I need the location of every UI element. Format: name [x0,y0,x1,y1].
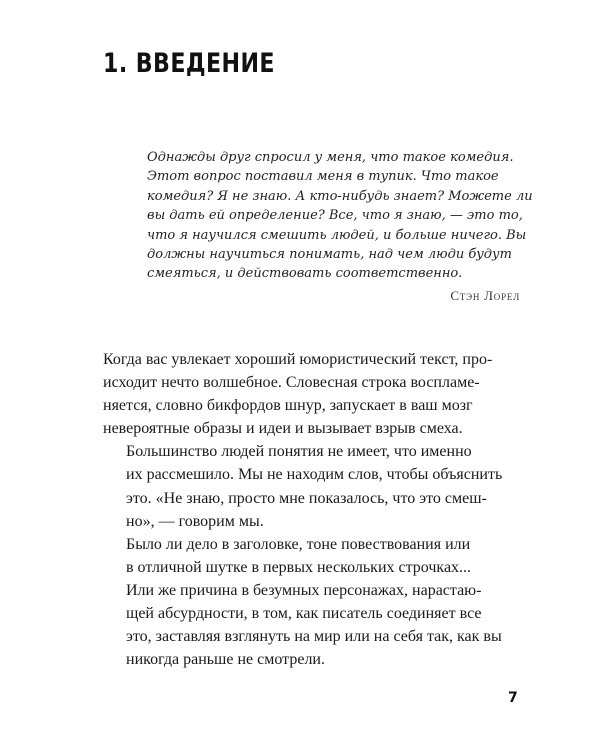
text-line: невероятные образы и идеи и вызывает взрыв смеха. [103,420,463,438]
text-line: Было ли дело в заголовке, тоне повествования или [126,535,471,553]
epigraph-line: смеяться, и действовать соответственно. [147,266,463,282]
chapter-title: 1. ВВЕДЕНИЕ [103,48,275,79]
paragraph [103,440,520,532]
epigraph-line: что я научился смешить людей, и больше ничего. Вы [147,227,527,243]
text-line: это. «Не знаю, просто мне показалось, что это смеш- [126,489,487,507]
epigraph [147,148,533,304]
text-line: няется, словно бикфордов шнур, запускает в ваш мозг [103,397,473,415]
text-line: Большинство людей понятия не имеет, что именно [126,443,472,461]
epigraph-line: Однажды друг спросил у меня, что такое комедия. [147,150,514,165]
text-line: Когда вас увлекает хороший юмористический текст, про- [103,351,493,368]
page-number: 7 [508,690,518,706]
text-line: исходит нечто волшебное. Словесная строка воспламе- [103,374,480,392]
text-line: их рассмешило. Мы не находим слов, чтобы объяснить [126,466,503,484]
paragraph [103,533,520,672]
epigraph-quote [147,148,533,284]
text-line: в отличной шутке в первых нескольких строчках... [126,558,472,576]
epigraph-line: должны научиться понимать, над чем люди будут [147,247,512,263]
text-line: но», — говорим мы. [126,512,264,530]
epigraph-line: Этот вопрос поставил меня в тупик. Что такое [147,169,499,185]
text-line: Или же причина в безумных персонажах, нарастаю- [126,581,482,599]
text-line: никогда раньше не смотрели. [126,651,325,669]
epigraph-line: вы дать ей определение? Все, что я знаю, — это то, [147,208,523,224]
text-line: это, заставляя взглянуть на мир или на себя так, как вы [126,628,502,646]
text-line: щей абсурдности, в том, как писатель соединяет все [126,605,482,623]
epigraph-author: Стэн Лорел [450,287,520,303]
epigraph-line: комедия? Я не знаю. А кто-нибудь знает? Можете ли [147,188,533,204]
body-text [103,348,520,671]
paragraph [103,348,520,440]
